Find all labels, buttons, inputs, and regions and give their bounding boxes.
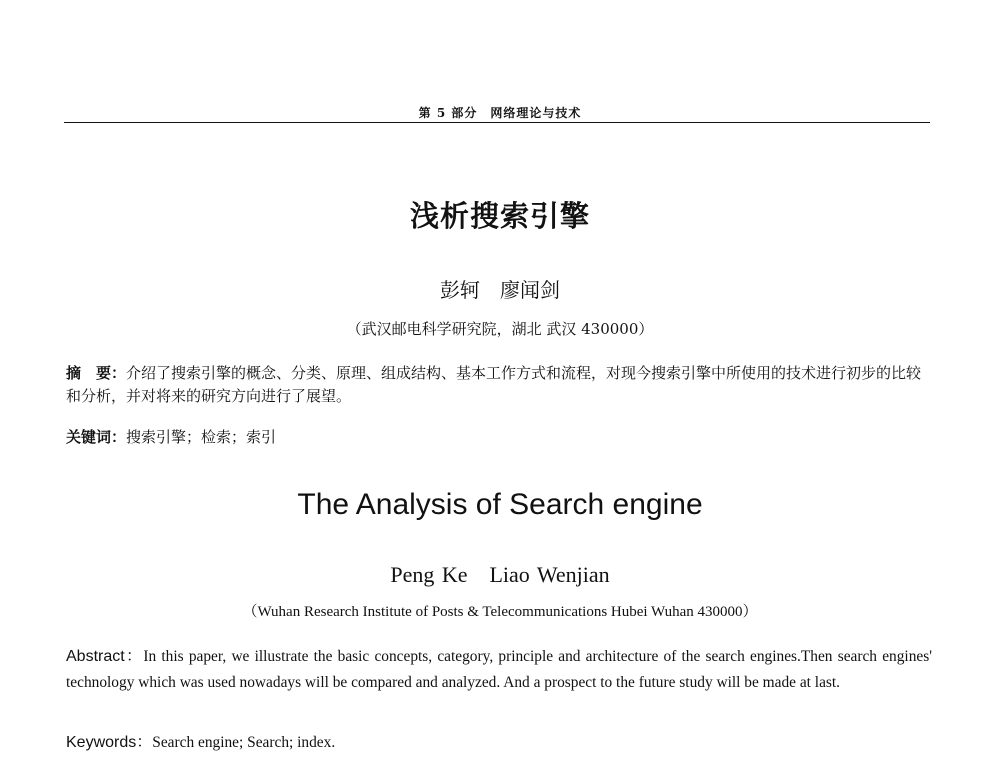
chinese-authors: 彭轲 廖闻剑 [440,278,560,302]
english-affiliation: （Wuhan Research Institute of Posts & Telecommunications Hubei Wuhan 430000） [242,604,758,620]
chinese-title: 浅析搜索引擎 [409,199,590,233]
english-title: The Analysis of Search engine [297,488,703,521]
chinese-keywords [66,426,932,449]
chinese-abstract [66,362,932,408]
chinese-keywords-text: 搜索引擎；检索；索引 [126,428,277,446]
english-authors: Peng Ke Liao Wenjian [390,562,610,587]
chinese-abstract-label: 摘 要： [66,364,127,382]
english-keywords-label: Keywords： [66,734,153,751]
english-abstract [66,644,932,696]
chinese-abstract-text: 介绍了搜索引擎的概念、分类、原理、组成结构、基本工作方式和流程，对现今搜索引擎中所使用的技术进行初步的比较和分析，并对将来的研究方向进行了展望。 [66,364,922,405]
running-head: 第 5 部分 网络理论与技术 [418,106,582,120]
english-abstract-text: In this paper, we illustrate the basic concepts, category, principle and architecture of the search engines.Then search engines' technology which was used nowadays will be compared and analyzed. And a prospect to the future study will be made at last. [66,648,932,691]
english-keywords-text: Search engine; Search; index. [152,734,336,751]
english-keywords [66,732,932,754]
chinese-affiliation: （武汉邮电科学研究院，湖北 武汉 430000） [346,320,654,338]
header-rule [64,122,930,123]
english-abstract-label: Abstract： [66,648,144,665]
chinese-keywords-label: 关键词： [66,428,127,446]
